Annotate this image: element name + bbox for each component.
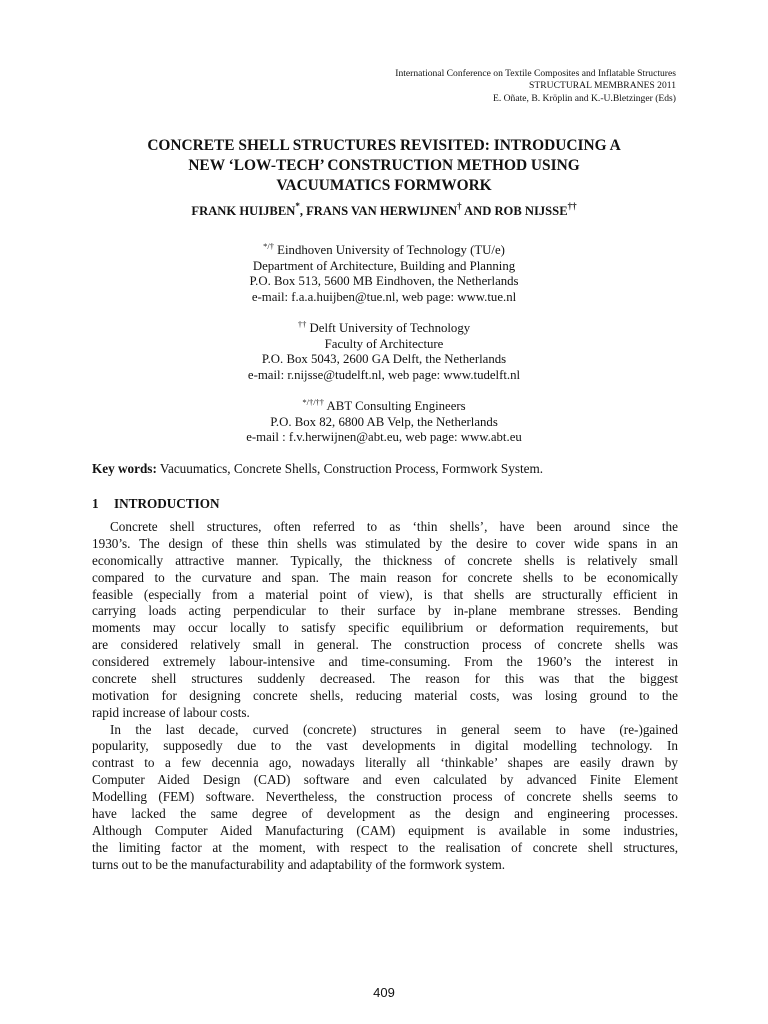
affiliation-line: e-mail: r.nijsse@tudelft.nl, web page: www.tudelft.nl	[247, 367, 521, 382]
affiliation-line: P.O. Box 82, 6800 AB Velp, the Netherlands	[270, 414, 498, 429]
body-line: popularity, supposedly due to the vast developments in digital modelling technology. In	[92, 738, 678, 754]
author-name: , FRANS VAN HERWIJNEN	[299, 204, 458, 218]
title-line: CONCRETE SHELL STRUCTURES REVISITED: INTRODUCING A	[147, 137, 621, 154]
section-number: 1	[92, 496, 99, 511]
body-line: Concrete shell structures, often referred to as ‘thin shells’, have been around since the	[110, 519, 678, 534]
title-line: NEW ‘LOW-TECH’ CONSTRUCTION METHOD USING	[188, 157, 580, 174]
body-line: Modelling (FEM) software. Nevertheless, the construction process of concrete shells seems to	[92, 789, 678, 804]
proceedings-name: STRUCTURAL MEMBRANES 2011	[529, 80, 676, 92]
body-line: considered extremely labour-intensive and time-consuming. From the 1960’s the interest in	[92, 654, 678, 669]
conference-header	[395, 68, 676, 105]
author-mark: ††	[567, 201, 577, 211]
keywords-label: Key words:	[92, 461, 157, 476]
institution-name: ABT Consulting Engineers	[324, 399, 466, 413]
body-text	[92, 519, 678, 873]
author-name: AND ROB NIJSSE	[461, 204, 568, 218]
affiliation-tue	[60, 243, 708, 305]
body-line: moments may occur locally to satisfy specific equilibrium or deformation requirements, but	[92, 620, 678, 636]
affiliation-line: Department of Architecture, Building and Planning	[252, 258, 516, 273]
keywords-text: Vacuumatics, Concrete Shells, Construction Process, Formwork System.	[156, 461, 544, 476]
body-line: compared to the curvature and span. The main reason for concrete shells to be economically	[92, 569, 678, 585]
author-name: FRANK HUIJBEN	[191, 204, 296, 218]
affiliation-mark: ††	[297, 319, 307, 329]
body-line: Computer Aided Design (CAD) software and even calculated by advanced Finite Element	[92, 772, 678, 788]
paper-title	[60, 136, 708, 196]
affiliation-line	[60, 321, 708, 337]
affiliation-line	[60, 243, 708, 259]
title-line: VACUUMATICS FORMWORK	[276, 177, 492, 194]
institution-name: Eindhoven University of Technology (TU/e)	[273, 243, 505, 257]
body-line: feasible (especially from a material point of view), is that shells are structurally efficient in	[92, 586, 678, 602]
body-line: are considered relatively small in general. The construction process of concrete shells was	[92, 637, 678, 653]
page-number: 409	[373, 985, 395, 1000]
affiliation-line: P.O. Box 5043, 2600 GA Delft, the Netherlands	[261, 352, 507, 367]
author-mark: *	[295, 201, 300, 211]
affiliation-tudelft	[60, 321, 708, 383]
body-line: 1930’s. The design of these thin shells was stimulated by the desire to cover wide spans in an	[92, 535, 678, 551]
affiliation-abt	[60, 399, 708, 446]
affiliation-line	[60, 399, 708, 415]
body-line: concrete shell structures suddenly decreased. The reason for this was that the biggest	[92, 670, 678, 686]
affiliation-line: e-mail : f.v.herwijnen@abt.eu, web page: www.abt.eu	[246, 430, 522, 445]
affiliation-line: Faculty of Architecture	[324, 336, 444, 351]
keywords	[92, 461, 680, 477]
body-line: Although Computer Aided Manufacturing (CAM) equipment is available in some industries,	[92, 822, 678, 838]
affiliation-line: e-mail: f.a.a.huijben@tue.nl, web page: www.tue.nl	[251, 289, 517, 304]
body-line: carrying loads acting perpendicular to their surface by in-plane membrane stresses. Bending	[92, 603, 678, 619]
section-title: INTRODUCTION	[114, 496, 220, 511]
body-line: In the last decade, curved (concrete) structures in general seem to have (re-)gained	[110, 721, 678, 737]
affiliation-mark: */†	[263, 241, 274, 251]
affiliation-mark: */†/††	[302, 397, 325, 407]
section-heading	[92, 496, 220, 512]
body-line: rapid increase of labour costs.	[92, 704, 250, 720]
author-mark: †	[457, 201, 462, 211]
body-line: have lacked the same degree of development as the design and engineering processes.	[92, 805, 678, 821]
editors: E. Oñate, B. Kröplin and K.-U.Bletzinger (Eds)	[492, 92, 676, 104]
body-line: the limiting factor at the moment, with respect to the realisation of concrete shell structures,	[92, 839, 678, 855]
author-list	[60, 201, 708, 219]
body-line: economically attractive manner. Typically, the thickness of concrete shells is relatively small	[92, 552, 678, 568]
body-line: turns out to be the manufacturability and adaptability of the formwork system.	[92, 856, 506, 872]
conference-name: International Conference on Textile Composites and Inflatable Structures	[395, 68, 676, 79]
institution-name: Delft University of Technology	[306, 321, 471, 335]
affiliation-line: P.O. Box 513, 5600 MB Eindhoven, the Netherlands	[249, 274, 519, 289]
body-line: motivation for designing concrete shells, reducing material costs, was losing ground to the	[92, 687, 678, 703]
body-line: contrast to a few decennia ago, nowadays literally all ‘thinkable’ shapes are easily drawn by	[92, 755, 678, 771]
